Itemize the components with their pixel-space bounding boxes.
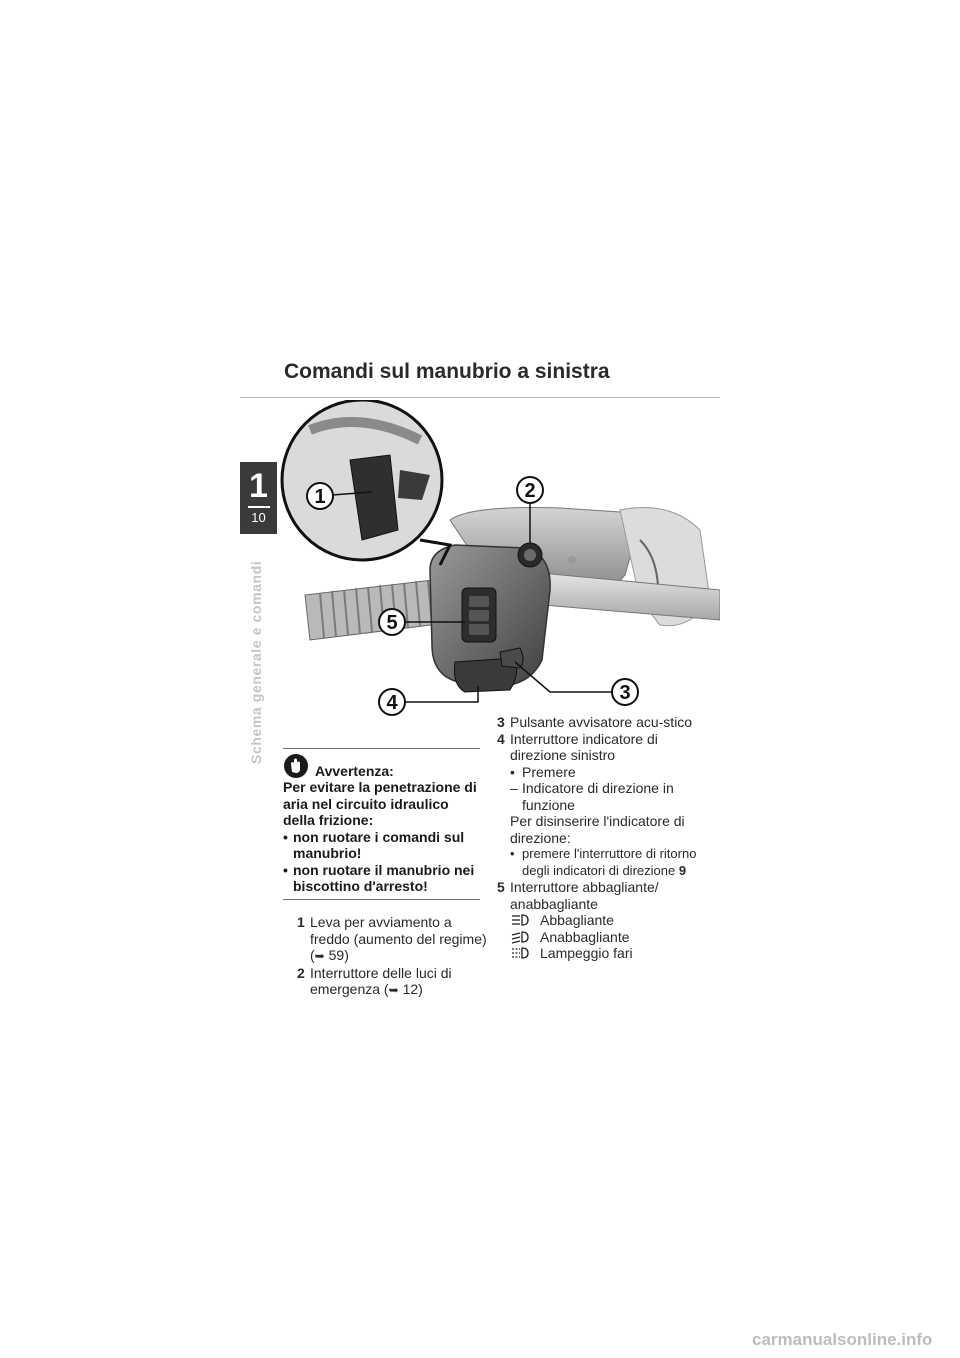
warning-list [283, 829, 480, 895]
callout-4: 4 [386, 692, 398, 714]
item-number: 2 [297, 964, 305, 981]
chapter-divider [248, 506, 270, 508]
page-ref[interactable]: 59 [328, 947, 345, 963]
legend-right [497, 714, 697, 962]
beam-mode: Lampeggio fari [510, 945, 697, 962]
chapter-side-title: Schema generale e comandi [248, 560, 264, 764]
callout-5: 5 [386, 612, 398, 634]
headlight-flasher-icon [510, 946, 530, 960]
warning-intro: Per evitare la penetrazione di aria nel circuito idraulico della frizione: [283, 779, 477, 828]
item-text: Leva per avviamento a freddo (aumento del regime) [310, 914, 487, 947]
high-beam-icon [510, 913, 530, 927]
title-divider [240, 397, 720, 398]
legend-item-4 [497, 731, 697, 880]
item-text: Interruttore abbagliante/ anabbagliante [510, 879, 659, 912]
item-number: 3 [497, 714, 505, 730]
beam-mode: Anabbagliante [510, 929, 697, 946]
page-number: 10 [251, 510, 266, 525]
legend-item-1: 1 Leva per avviamento a freddo (aumento del regime) (➥ 59) [297, 914, 487, 963]
section-title: Comandi sul manubrio a sinistra [284, 360, 610, 383]
handlebar-controls-photo [280, 400, 720, 720]
instruction-intro: Per disinserire l'indicatore di direzione: [510, 813, 685, 846]
item-number: 1 [297, 914, 305, 930]
chapter-tab [240, 462, 277, 534]
legend-item-3 [497, 714, 697, 731]
instruction-result: – Indicatore di direzione in funzione [510, 780, 674, 813]
callout-3: 3 [619, 682, 631, 704]
low-beam-icon [510, 930, 530, 944]
legend-item-2: 2 Interruttore delle luci di emergenza (➥ 12) [297, 964, 452, 997]
callout-2: 2 [524, 480, 536, 502]
page-ref[interactable]: 12 [402, 981, 419, 997]
item-number: 5 [497, 879, 505, 895]
legend-item-5 [497, 879, 697, 962]
chapter-number: 1 [249, 467, 268, 505]
instruction-step: • Premere [510, 763, 576, 780]
warning-bullet: • non ruotare i comandi sul manubrio! [283, 829, 480, 862]
page-ref-arrow-icon: ➥ [314, 949, 325, 963]
warning-hand-icon [283, 753, 309, 779]
warning-heading: Avvertenza: [315, 762, 394, 779]
item-text: Interruttore delle luci di emergenza [310, 964, 452, 997]
item-text: Interruttore indicatore di direzione sinistro [510, 730, 658, 763]
warning-bullet: • non ruotare il manubrio nei biscottino d'arresto! [283, 862, 480, 895]
watermark: carmanualsonline.info [752, 1330, 933, 1349]
instruction-step: • premere l'interruttore di ritorno degli indicatori di direzione 9 [510, 846, 697, 878]
item-text: Pulsante avvisatore acu-stico [510, 714, 693, 730]
beam-mode: Abbagliante [510, 912, 697, 929]
warning-box [283, 748, 480, 900]
item-number: 4 [497, 730, 505, 747]
item-cross-ref: 9 [678, 862, 687, 878]
page-ref-arrow-icon: ➥ [388, 983, 399, 997]
callout-1: 1 [314, 486, 326, 508]
legend-left [297, 914, 492, 999]
